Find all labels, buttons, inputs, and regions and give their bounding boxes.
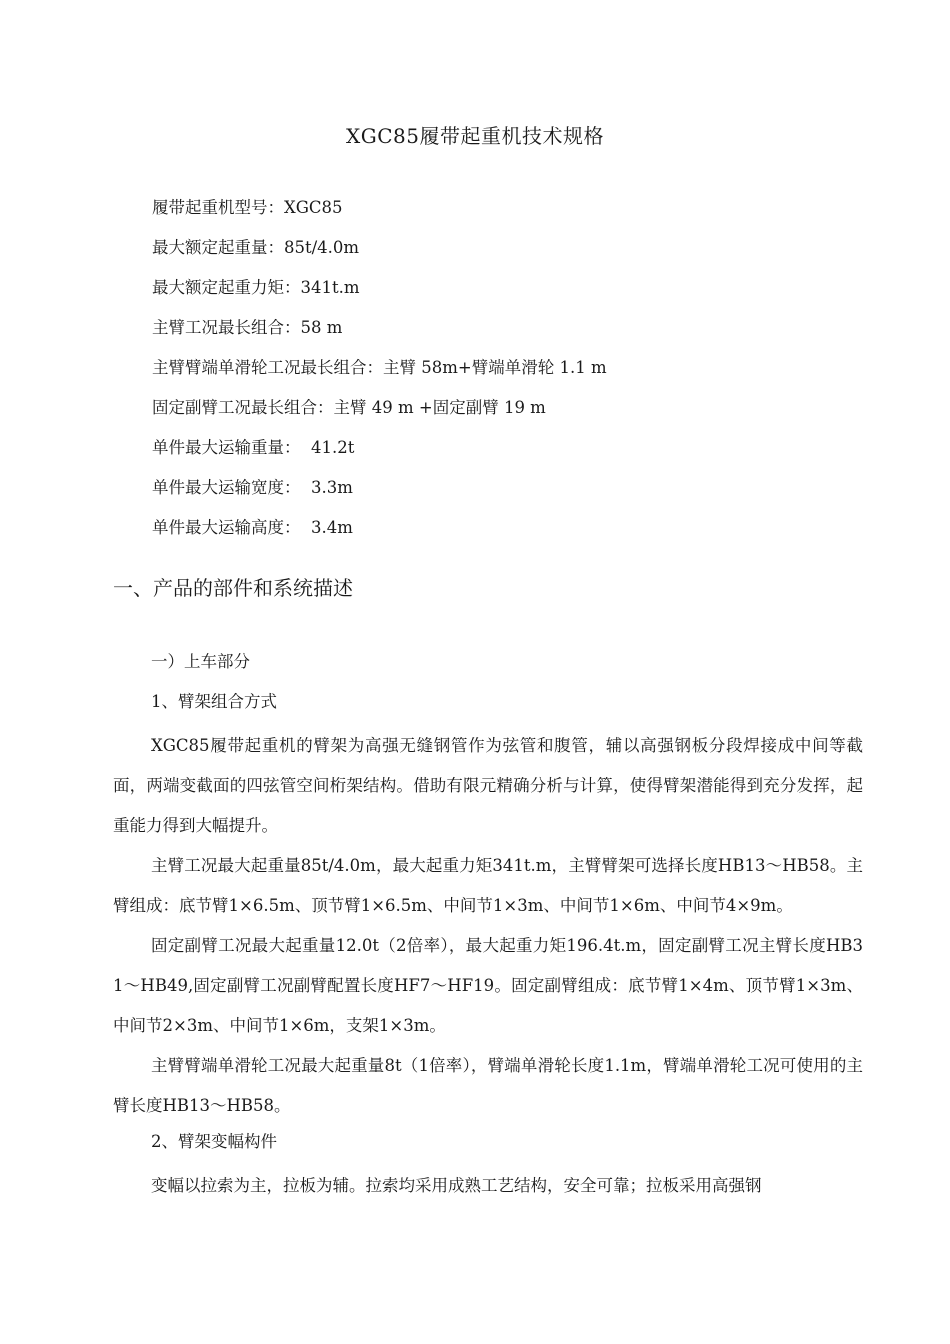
document-body <box>113 646 863 1206</box>
spec-list <box>152 194 872 554</box>
spec-line: 履带起重机型号：XGC85 <box>152 198 343 217</box>
spec-line: 最大额定起重力矩：341t.m <box>152 278 360 297</box>
item-heading: 1、臂架组合方式 <box>151 692 277 711</box>
spec-line: 主臂臂端单滑轮工况最长组合：主臂 58m+臂端单滑轮 1.1 m <box>152 358 607 377</box>
spec-line: 主臂工况最长组合：58 m <box>152 318 343 337</box>
spec-line: 单件最大运输重量： 41.2t <box>152 438 355 457</box>
item-heading: 2、臂架变幅构件 <box>151 1132 277 1151</box>
paragraph: XGC85履带起重机的臂架为高强无缝钢管作为弦管和腹管，辅以高强钢板分段焊接成中间等截面，两端变截面的四弦管空间桁架结构。借助有限元精确分析与计算，使得臂架潜能得到充分发挥，起重能力得到大幅提升。 <box>113 736 863 835</box>
section-heading: 一、产品的部件和系统描述 <box>113 576 353 600</box>
paragraph: 变幅以拉索为主，拉板为辅。拉索均采用成熟工艺结构，安全可靠；拉板采用高强钢 <box>151 1176 762 1195</box>
paragraph: 主臂臂端单滑轮工况最大起重量8t（1倍率），臂端单滑轮长度1.1m，臂端单滑轮工况可使用的主臂长度HB13～HB58。 <box>113 1056 863 1115</box>
paragraph: 主臂工况最大起重量85t/4.0m，最大起重力矩341t.m，主臂臂架可选择长度HB13～HB58。主臂组成：底节臂1×6.5m、顶节臂1×6.5m、中间节1×3m、中间节1×6m、中间节4×9m。 <box>113 856 863 915</box>
spec-line: 单件最大运输宽度： 3.3m <box>152 478 353 497</box>
subsection-heading: 一）上车部分 <box>151 652 250 671</box>
paragraph: 固定副臂工况最大起重量12.0t（2倍率），最大起重力矩196.4t.m，固定副臂工况主臂长度HB31～HB49,固定副臂工况副臂配置长度HF7～HF19。固定副臂组成：底节臂1×4m、顶节臂1×3m、中间节2×3m、中间节1×6m，支架1×3m。 <box>113 936 863 1035</box>
spec-line: 固定副臂工况最长组合：主臂 49 m +固定副臂 19 m <box>152 398 546 417</box>
spec-line: 最大额定起重量：85t/4.0m <box>152 238 360 257</box>
document-title: XGC85履带起重机技术规格 <box>346 124 604 148</box>
spec-line: 单件最大运输高度： 3.4m <box>152 518 353 537</box>
